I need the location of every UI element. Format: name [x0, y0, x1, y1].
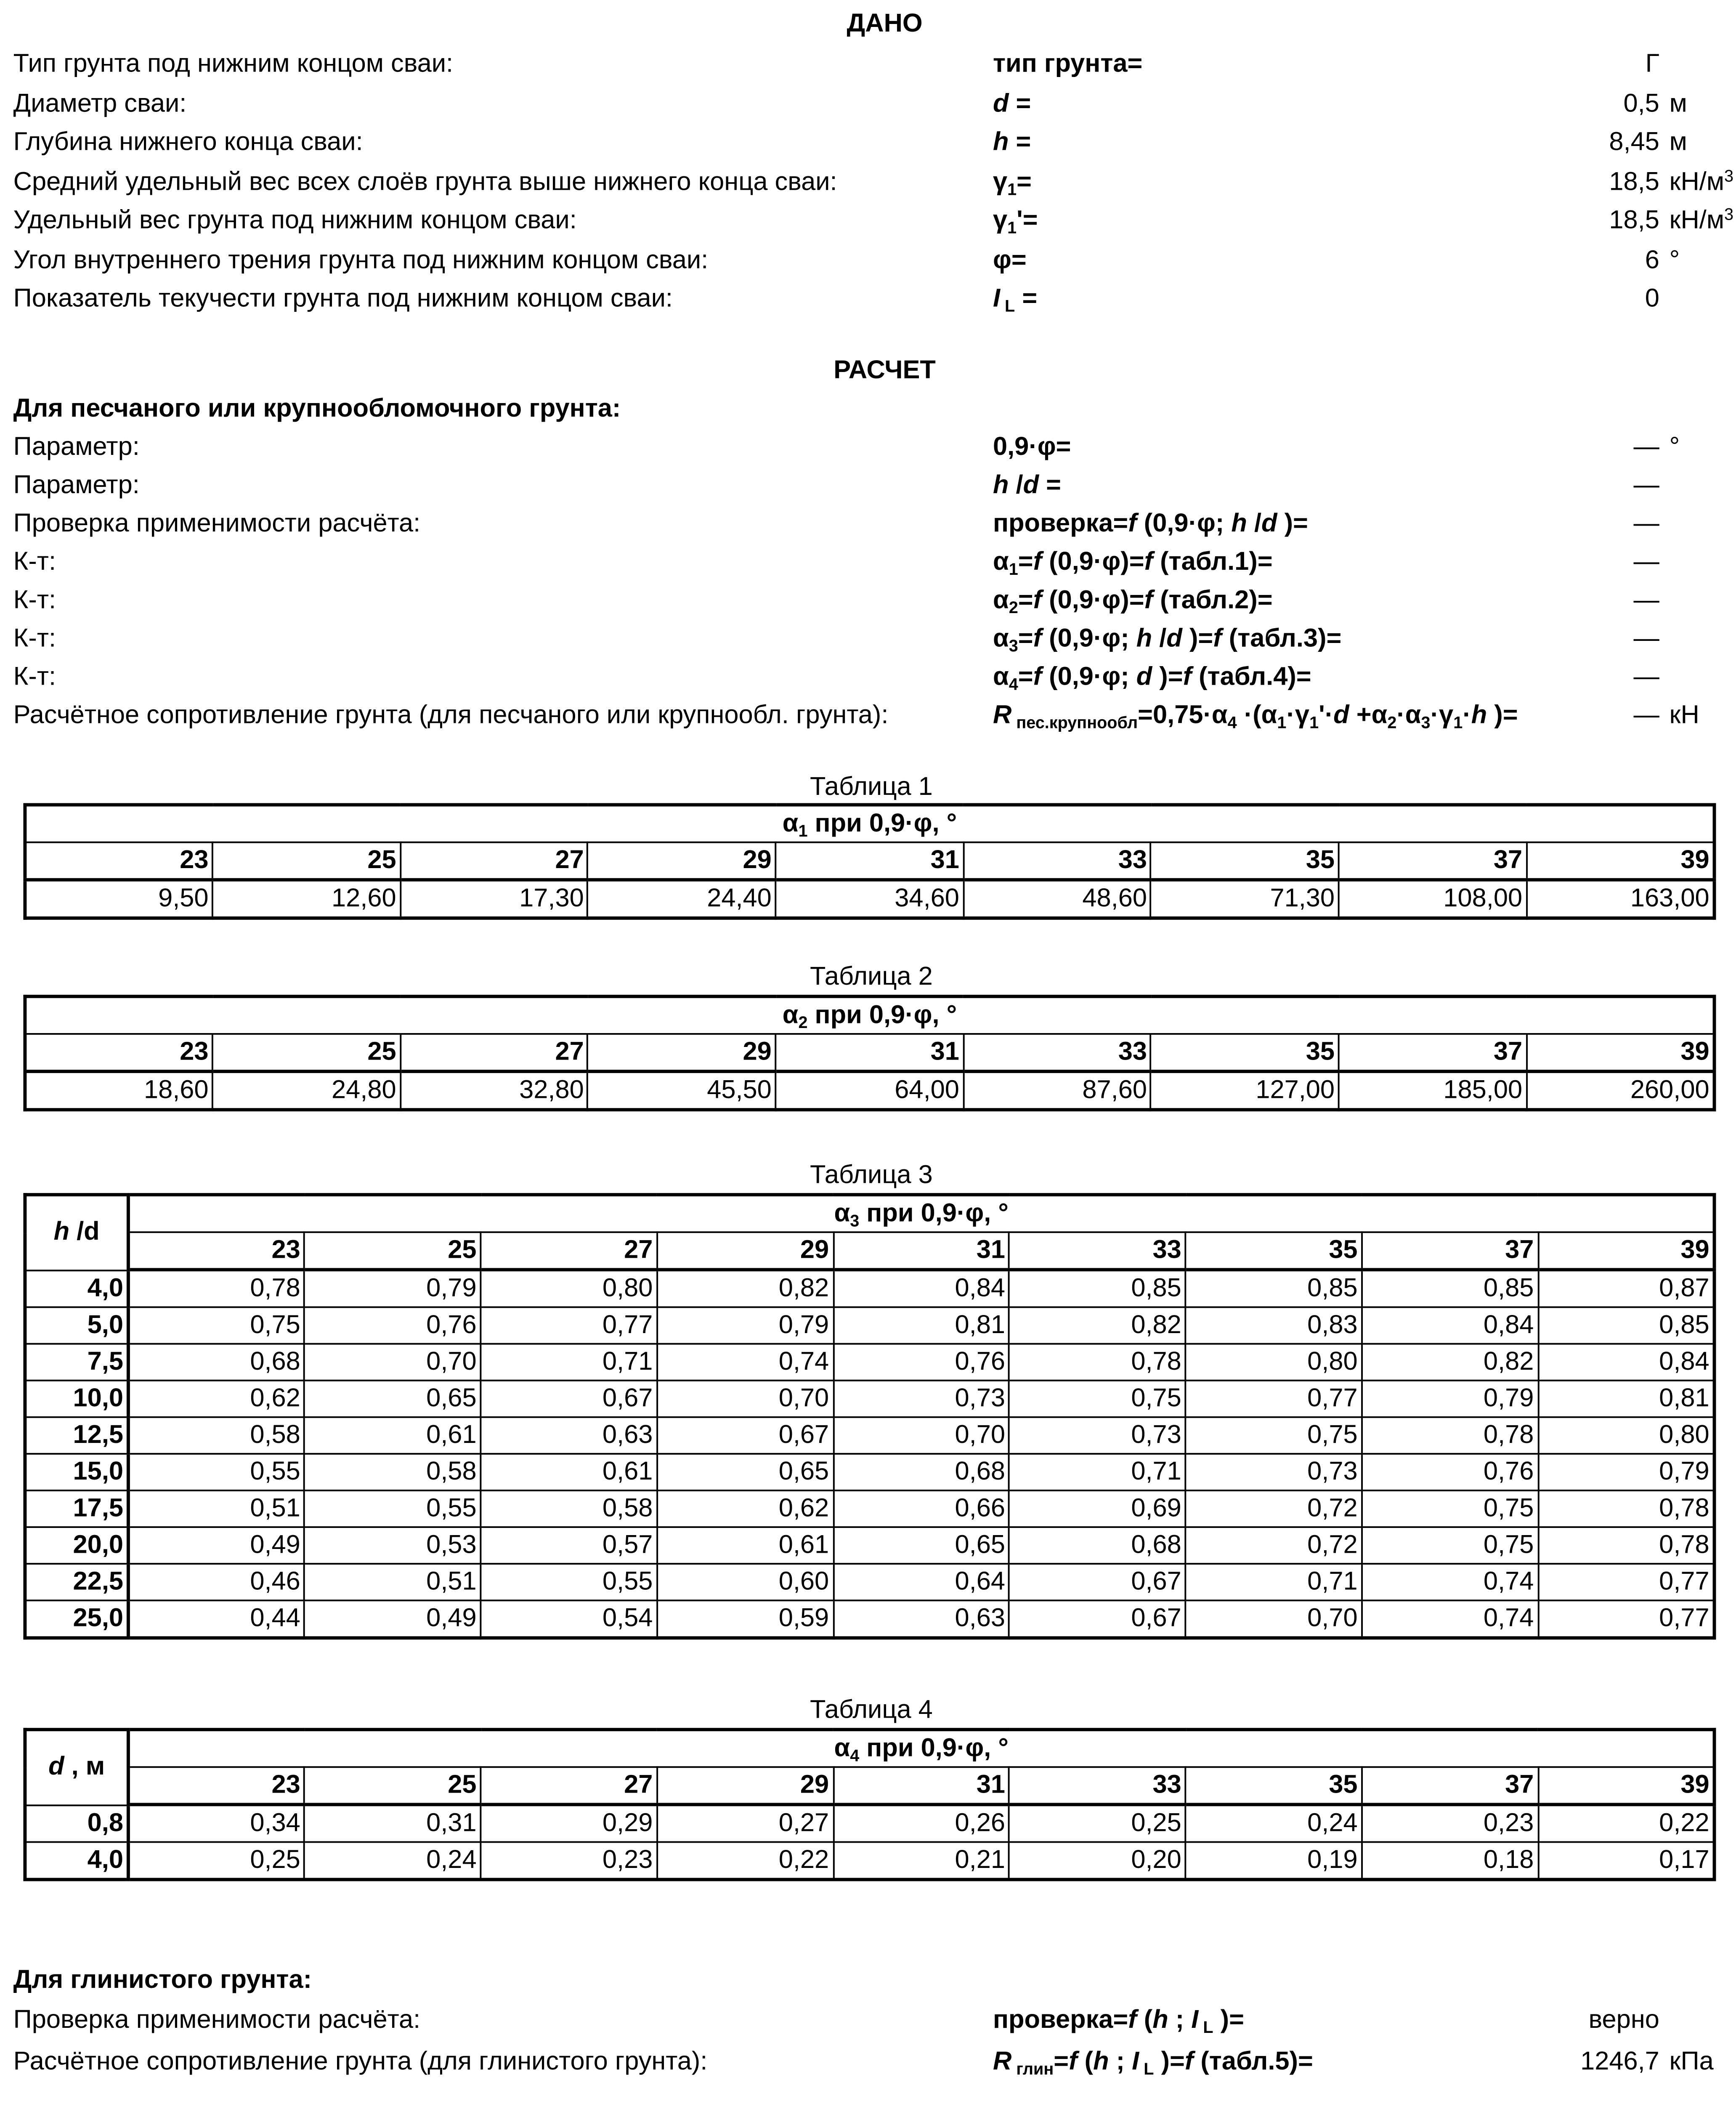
table2-caption: Таблица 2 [810, 963, 933, 992]
row-value: 1246,7 [1580, 2048, 1659, 2076]
row-label: Диаметр сваи: [13, 89, 187, 118]
column-header: 37 [1362, 1232, 1538, 1270]
table-cell: 0,62 [657, 1490, 833, 1527]
table-cell: 0,65 [657, 1454, 833, 1490]
table-cell: 0,58 [480, 1490, 657, 1527]
table-cell: 0,26 [833, 1804, 1009, 1842]
row-unit: м [1669, 89, 1687, 118]
column-header: 35 [1151, 842, 1339, 880]
table-cell: 0,24 [305, 1842, 481, 1879]
table-cell: 0,77 [1538, 1564, 1714, 1600]
table-cell: 0,31 [305, 1804, 481, 1842]
column-header: 25 [212, 1034, 400, 1071]
table-cell: 0,72 [1186, 1490, 1362, 1527]
table-row [25, 1600, 1714, 1638]
column-header: 33 [964, 842, 1151, 880]
table-cell: 9,50 [25, 880, 212, 918]
table-cell: 0,58 [305, 1454, 481, 1490]
row-formula: h /d = [993, 471, 1062, 500]
table-cell: 0,78 [1362, 1417, 1538, 1454]
table-row [25, 1344, 1714, 1380]
row-formula: 0,9·φ= [993, 433, 1071, 462]
row-header: 17,5 [25, 1490, 128, 1527]
row-formula: $\gamma_1=$ [993, 167, 1032, 199]
table-cell: 0,85 [1009, 1270, 1186, 1307]
table-cell: 0,82 [1362, 1344, 1538, 1380]
table-cell: 0,19 [1186, 1842, 1362, 1879]
row-label: Показатель текучести грунта под нижним концом сваи: [13, 285, 673, 313]
table-row [25, 1381, 1714, 1417]
row-label: Параметр: [13, 471, 140, 500]
table-row [25, 1804, 1714, 1842]
column-header: 29 [657, 1232, 833, 1270]
row-header: 0,8 [25, 1804, 128, 1842]
table-cell: 0,65 [833, 1527, 1009, 1564]
table-cell: 0,76 [833, 1344, 1009, 1380]
table-cell: 0,78 [1538, 1527, 1714, 1564]
table-cell: 0,85 [1362, 1270, 1538, 1307]
column-header: 27 [401, 842, 588, 880]
table-cell: 0,59 [657, 1600, 833, 1638]
row-label: Удельный вес грунта под нижним концом сваи: [13, 207, 577, 235]
row-formula: d = [993, 89, 1031, 118]
row-formula: проверка=f (h ; I $_L$ )= [993, 2006, 1244, 2038]
row-formula: $\alpha_4=f$ (0,9·φ; d )=f (табл.4)= [993, 663, 1311, 695]
table-cell: 45,50 [588, 1071, 776, 1110]
row-value: Г [1645, 50, 1659, 79]
table-cell: 0,71 [1009, 1454, 1186, 1490]
row-header: 12,5 [25, 1417, 128, 1454]
table-cell: 0,34 [128, 1804, 305, 1842]
table-cell: 0,49 [305, 1600, 481, 1638]
table2 [23, 995, 1716, 1111]
table-cell: 0,27 [657, 1804, 833, 1842]
column-header: 37 [1339, 1034, 1526, 1071]
table-cell: 0,75 [1009, 1381, 1186, 1417]
table-cell: 0,85 [1186, 1270, 1362, 1307]
row-formula: проверка=f (0,9·φ; h /d )= [993, 510, 1308, 538]
table-cell: 0,79 [1538, 1454, 1714, 1490]
column-header: 31 [776, 842, 964, 880]
column-header: 33 [1009, 1767, 1186, 1804]
table3 [23, 1193, 1716, 1639]
row-value: — [1633, 433, 1659, 462]
table-cell: 0,58 [128, 1417, 305, 1454]
table-cell: 0,75 [1186, 1417, 1362, 1454]
row-value: — [1633, 510, 1659, 538]
row-value: — [1633, 663, 1659, 692]
row-label: Средний удельный вес всех слоёв грунта выше нижнего конца сваи: [13, 167, 837, 196]
column-header: 35 [1186, 1232, 1362, 1270]
table-cell: 64,00 [776, 1071, 964, 1110]
row-unit: м [1669, 128, 1687, 157]
row-label: К-т: [13, 624, 56, 654]
table-cell: 18,60 [25, 1071, 212, 1110]
row-formula: h = [993, 128, 1031, 157]
table-cell: 0,70 [1186, 1600, 1362, 1638]
row-header: 4,0 [25, 1842, 128, 1879]
row-formula: I $_L$ = [993, 285, 1038, 317]
table-cell: 0,68 [1009, 1527, 1186, 1564]
table-cell: 0,76 [305, 1307, 481, 1344]
table-cell: 0,79 [1362, 1381, 1538, 1417]
table-cell: 0,73 [1186, 1454, 1362, 1490]
row-unit: $кН/м^3$ [1669, 167, 1734, 196]
column-header: 31 [833, 1232, 1009, 1270]
table-cell: 32,80 [401, 1071, 588, 1110]
table-cell: 0,81 [1538, 1381, 1714, 1417]
table1-caption: Таблица 1 [810, 773, 933, 802]
table-cell: 24,80 [212, 1071, 400, 1110]
table-cell: 0,75 [1362, 1527, 1538, 1564]
column-header: 23 [128, 1232, 305, 1270]
table-cell: 0,61 [305, 1417, 481, 1454]
row-value: — [1633, 701, 1659, 730]
table-cell: 0,25 [1009, 1804, 1186, 1842]
row-unit: кН [1669, 701, 1699, 730]
table-cell: 0,79 [305, 1270, 481, 1307]
table-cell: 0,84 [1362, 1307, 1538, 1344]
table-cell: 0,73 [833, 1381, 1009, 1417]
column-header: 35 [1186, 1767, 1362, 1804]
table-cell: 0,55 [480, 1564, 657, 1600]
table-cell: 0,74 [1362, 1600, 1538, 1638]
row-header: 4,0 [25, 1270, 128, 1307]
column-header: 35 [1151, 1034, 1339, 1071]
column-header: 37 [1339, 842, 1526, 880]
row-formula: R $_{глин}$=f (h ; I $_L$ )=f (табл.5)= [993, 2048, 1313, 2080]
table-cell: 0,22 [1538, 1804, 1714, 1842]
table-cell: 0,81 [833, 1307, 1009, 1344]
table-cell: 0,78 [128, 1270, 305, 1307]
row-label: Проверка применимости расчёта: [13, 510, 421, 538]
column-header: 33 [964, 1034, 1151, 1071]
table-cell: 0,55 [128, 1454, 305, 1490]
row-header: 25,0 [25, 1600, 128, 1638]
table-cell: 0,63 [833, 1600, 1009, 1638]
row-value: — [1633, 624, 1659, 654]
row-unit: ° [1669, 433, 1680, 462]
column-header: 25 [305, 1767, 481, 1804]
row-formula: $\gamma_1'=$ [993, 207, 1038, 239]
column-header: 25 [212, 842, 400, 880]
table-cell: 0,71 [1186, 1564, 1362, 1600]
row-unit: кПа [1669, 2048, 1714, 2076]
row-label: К-т: [13, 663, 56, 692]
table4-caption: Таблица 4 [810, 1696, 933, 1725]
row-label: Проверка применимости расчёта: [13, 2006, 421, 2035]
table-cell: 0,75 [1362, 1490, 1538, 1527]
table-cell: 0,62 [128, 1381, 305, 1417]
table-cell: 0,60 [657, 1564, 833, 1600]
row-label: Параметр: [13, 433, 140, 462]
table-cell: 0,22 [657, 1842, 833, 1879]
column-header: 29 [657, 1767, 833, 1804]
table-cell: 0,74 [1362, 1564, 1538, 1600]
table-cell: 0,25 [128, 1842, 305, 1879]
table-cell: 0,29 [480, 1804, 657, 1842]
row-formula: $\alpha_1=f$ (0,9·φ)=f (табл.1)= [993, 548, 1273, 580]
table-row [25, 1307, 1714, 1344]
column-header: 33 [1009, 1232, 1186, 1270]
table-cell: 0,49 [128, 1527, 305, 1564]
corner-header: h /d [25, 1195, 128, 1270]
table-cell: 0,44 [128, 1600, 305, 1638]
table-header: $\alpha_2$ при 0,9·φ, ° [25, 996, 1714, 1034]
table-row [25, 1490, 1714, 1527]
column-header: 27 [480, 1232, 657, 1270]
table-cell: 0,55 [305, 1490, 481, 1527]
table-cell: 127,00 [1151, 1071, 1339, 1110]
row-value: 0,5 [1623, 89, 1659, 118]
table-cell: 0,54 [480, 1600, 657, 1638]
table-cell: 0,68 [833, 1454, 1009, 1490]
table-cell: 0,67 [1009, 1564, 1186, 1600]
table-cell: 12,60 [212, 880, 400, 918]
table-cell: 0,83 [1186, 1307, 1362, 1344]
table-cell: 0,74 [657, 1344, 833, 1380]
row-unit: ° [1669, 246, 1680, 274]
table-cell: 34,60 [776, 880, 964, 918]
column-header: 25 [305, 1232, 481, 1270]
table-cell: 0,78 [1009, 1344, 1186, 1380]
table-cell: 0,68 [128, 1344, 305, 1380]
row-label: К-т: [13, 586, 56, 615]
table-cell: 0,70 [657, 1381, 833, 1417]
table-cell: 0,65 [305, 1381, 481, 1417]
table-cell: 0,80 [1186, 1344, 1362, 1380]
row-value: 18,5 [1609, 207, 1659, 235]
row-value: 6 [1645, 246, 1659, 274]
table-cell: 0,82 [1009, 1307, 1186, 1344]
table-cell: 0,53 [305, 1527, 481, 1564]
row-header: 7,5 [25, 1344, 128, 1380]
table-cell: 0,84 [833, 1270, 1009, 1307]
table-cell: 0,79 [657, 1307, 833, 1344]
column-header: 27 [401, 1034, 588, 1071]
table-cell: 0,70 [305, 1344, 481, 1380]
table-cell: 0,67 [657, 1417, 833, 1454]
row-value: 8,45 [1609, 128, 1659, 157]
table-cell: 0,72 [1186, 1527, 1362, 1564]
table-cell: 0,76 [1362, 1454, 1538, 1490]
table-cell: 0,82 [657, 1270, 833, 1307]
table-cell: 0,77 [1538, 1600, 1714, 1638]
table-cell: 0,71 [480, 1344, 657, 1380]
table-cell: 0,66 [833, 1490, 1009, 1527]
column-header: 29 [588, 842, 776, 880]
table-header: $\alpha_4$ при 0,9·φ, ° [128, 1729, 1715, 1767]
row-label: Расчётное сопротивление грунта (для песчаного или крупнообл. грунта): [13, 701, 889, 730]
row-header: 5,0 [25, 1307, 128, 1344]
table-cell: 0,80 [480, 1270, 657, 1307]
table-cell: 17,30 [401, 880, 588, 918]
table-cell: 0,18 [1362, 1842, 1538, 1879]
column-header: 39 [1526, 842, 1714, 880]
table-cell: 0,85 [1538, 1307, 1714, 1344]
table-cell: 87,60 [964, 1071, 1151, 1110]
table-row [25, 1842, 1714, 1879]
table-cell: 0,77 [1186, 1381, 1362, 1417]
table-cell: 0,70 [833, 1417, 1009, 1454]
table-cell: 71,30 [1151, 880, 1339, 918]
table-cell: 0,51 [128, 1490, 305, 1527]
table-cell: 0,23 [1362, 1804, 1538, 1842]
row-value: 18,5 [1609, 167, 1659, 196]
row-value: — [1633, 471, 1659, 500]
table-cell: 0,67 [480, 1381, 657, 1417]
table-cell: 0,67 [1009, 1600, 1186, 1638]
row-value: — [1633, 548, 1659, 577]
column-header: 31 [833, 1767, 1009, 1804]
table-cell: 185,00 [1339, 1071, 1526, 1110]
row-label: Угол внутреннего трения грунта под нижним концом сваи: [13, 246, 709, 274]
table-cell: 0,69 [1009, 1490, 1186, 1527]
column-header: 23 [25, 842, 212, 880]
table-row [25, 1417, 1714, 1454]
table-cell: 0,17 [1538, 1842, 1714, 1879]
table-cell: 108,00 [1339, 880, 1526, 918]
table-cell: 0,61 [480, 1454, 657, 1490]
table4 [23, 1728, 1716, 1881]
column-header: 31 [776, 1034, 964, 1071]
table-cell: 0,75 [128, 1307, 305, 1344]
row-header: 22,5 [25, 1564, 128, 1600]
table-cell: 0,80 [1538, 1417, 1714, 1454]
table1 [23, 803, 1716, 920]
table-header: $\alpha_1$ при 0,9·φ, ° [25, 805, 1714, 842]
row-label: Расчётное сопротивление грунта (для глинистого грунта): [13, 2048, 708, 2076]
table-cell: 0,63 [480, 1417, 657, 1454]
column-header: 37 [1362, 1767, 1538, 1804]
row-header: 20,0 [25, 1527, 128, 1564]
table-cell: 0,78 [1538, 1490, 1714, 1527]
table-cell: 0,51 [305, 1564, 481, 1600]
calc-title: РАСЧЕТ [833, 356, 936, 385]
table-cell: 0,87 [1538, 1270, 1714, 1307]
column-header: 39 [1538, 1232, 1714, 1270]
row-formula: тип грунта= [993, 50, 1143, 79]
table-cell: 0,23 [480, 1842, 657, 1879]
column-header: 29 [588, 1034, 776, 1071]
column-header: 39 [1526, 1034, 1714, 1071]
clay-heading: Для глинистого грунта: [13, 1966, 312, 1995]
row-formula: $\alpha_2=f$ (0,9·φ)=f (табл.2)= [993, 586, 1273, 619]
table-cell: 0,20 [1009, 1842, 1186, 1879]
given-title: ДАНО [847, 10, 923, 39]
table-cell: 0,73 [1009, 1417, 1186, 1454]
table-header: $\alpha_3$ при 0,9·φ, ° [128, 1195, 1715, 1232]
column-header: 23 [25, 1034, 212, 1071]
row-value: — [1633, 586, 1659, 615]
table-cell: 0,57 [480, 1527, 657, 1564]
table3-caption: Таблица 3 [810, 1161, 933, 1190]
table-cell: 163,00 [1526, 880, 1714, 918]
table-row [25, 1564, 1714, 1600]
row-formula: $\alpha_3=f$ (0,9·φ; h /d )=f (табл.3)= [993, 624, 1342, 657]
table-cell: 0,61 [657, 1527, 833, 1564]
table-cell: 0,24 [1186, 1804, 1362, 1842]
row-formula: R $_{пес.крупнообл}=0,75\cdot\alpha_4 \cdot(\alpha_1\cdot\gamma_1'\cdot d +\alpha_2\cdot\alpha_3\cdot\gamma_1\cdot h$ )= [993, 701, 1518, 733]
row-header: 15,0 [25, 1454, 128, 1490]
table-cell: 0,77 [480, 1307, 657, 1344]
table-cell: 260,00 [1526, 1071, 1714, 1110]
row-label: Глубина нижнего конца сваи: [13, 128, 363, 157]
column-header: 39 [1538, 1767, 1714, 1804]
table-cell: 0,84 [1538, 1344, 1714, 1380]
table-row [25, 1454, 1714, 1490]
table-row [25, 1270, 1714, 1307]
row-value: 0 [1645, 285, 1659, 313]
row-label: Тип грунта под нижним концом сваи: [13, 50, 454, 79]
table-row [25, 1527, 1714, 1564]
sand-heading: Для песчаного или крупнообломочного грунта: [13, 395, 621, 423]
column-header: 27 [480, 1767, 657, 1804]
table-cell: 48,60 [964, 880, 1151, 918]
table-cell: 0,21 [833, 1842, 1009, 1879]
row-formula: φ= [993, 246, 1027, 274]
row-label: К-т: [13, 548, 56, 577]
table-cell: 0,64 [833, 1564, 1009, 1600]
table-cell: 24,40 [588, 880, 776, 918]
row-value: верно [1588, 2006, 1659, 2035]
row-unit: $кН/м^3$ [1669, 207, 1734, 235]
corner-header: d , м [25, 1729, 128, 1804]
table-cell: 0,46 [128, 1564, 305, 1600]
row-header: 10,0 [25, 1381, 128, 1417]
column-header: 23 [128, 1767, 305, 1804]
